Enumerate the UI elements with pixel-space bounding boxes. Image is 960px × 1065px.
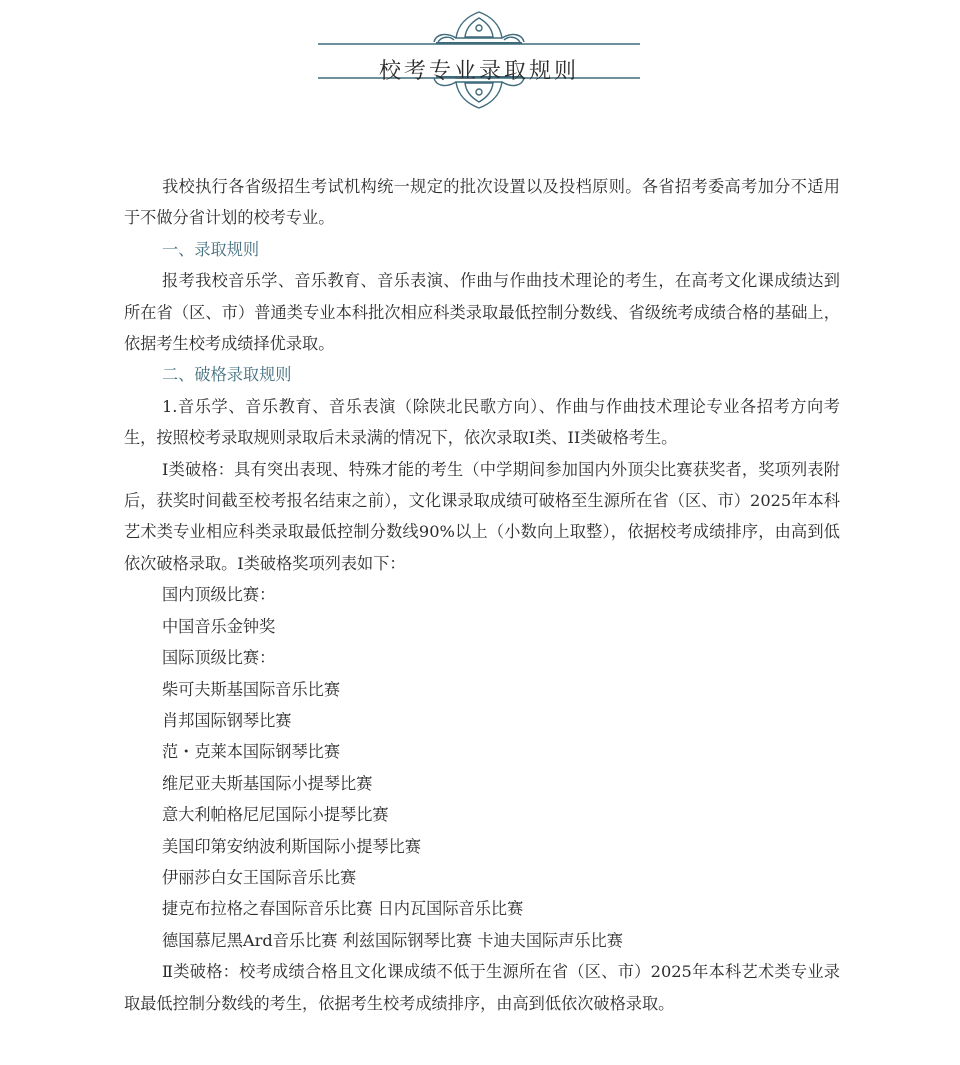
list-item: 肖邦国际钢琴比赛 [162, 710, 292, 730]
page-header [318, 10, 640, 110]
document-body [124, 171, 840, 1019]
domestic-label: 国内顶级比赛： [162, 585, 276, 605]
list-item: 伊丽莎白女王国际音乐比赛 [162, 867, 357, 887]
list-item: 中国音乐金钟奖 [162, 616, 276, 636]
list-item: 德国慕尼黑Ard音乐比赛 利兹国际钢琴比赛 卡迪夫国际声乐比赛 [162, 930, 623, 950]
page-title: 校考专业录取规则 [378, 59, 579, 84]
list-item: 维尼亚夫斯基国际小提琴比赛 [162, 773, 373, 793]
international-label: 国际顶级比赛： [162, 648, 276, 668]
list-item: 柴可夫斯基国际音乐比赛 [162, 679, 341, 699]
exceptional-paragraph-class-1: I类破格：具有突出表现、特殊才能的考生（中学期间参加国内外顶尖比赛获奖者，奖项列表附后，获奖时间截至校考报名结束之前），文化课录取成绩可破格至生源所在省（区、市）2025年本科艺术类专业相应科类录取最低控制分数线90%以上（小数向上取整），依据校考成绩排序，由高到低依次破格录取。Ⅰ类破格奖项列表如下： [124, 459, 840, 573]
list-item: 捷克布拉格之春国际音乐比赛 日内瓦国际音乐比赛 [162, 899, 524, 919]
intro-paragraph: 我校执行各省级招生考试机构统一规定的批次设置以及投档原则。各省招考委高考加分不适用于不做分省计划的校考专业。 [124, 177, 840, 228]
section-heading-admission-rules: 一、录取规则 [162, 239, 260, 259]
admission-rules-paragraph: 报考我校音乐学、音乐教育、音乐表演、作曲与作曲技术理论的考生，在高考文化课成绩达到所在省（区、市）普通类专业本科批次相应科类录取最低控制分数线、省级统考成绩合格的基础上，依据考生校考成绩择优录取。 [124, 271, 840, 354]
section-heading-exceptional-admission: 二、破格录取规则 [162, 365, 292, 385]
list-item: 意大利帕格尼尼国际小提琴比赛 [162, 805, 389, 825]
list-item: 美国印第安纳波利斯国际小提琴比赛 [162, 836, 421, 856]
list-item: 范・克莱本国际钢琴比赛 [162, 742, 341, 762]
exceptional-paragraph-class-2: Ⅱ类破格：校考成绩合格且文化课成绩不低于生源所在省（区、市）2025年本科艺术类专业录取最低控制分数线的考生，依据考生校考成绩排序，由高到低依次破格录取。 [124, 962, 840, 1013]
exceptional-paragraph-1: 1.音乐学、音乐教育、音乐表演（除陕北民歌方向）、作曲与作曲技术理论专业各招考方向考生，按照校考录取规则录取后未录满的情况下，依次录取I类、II类破格考生。 [124, 396, 840, 448]
